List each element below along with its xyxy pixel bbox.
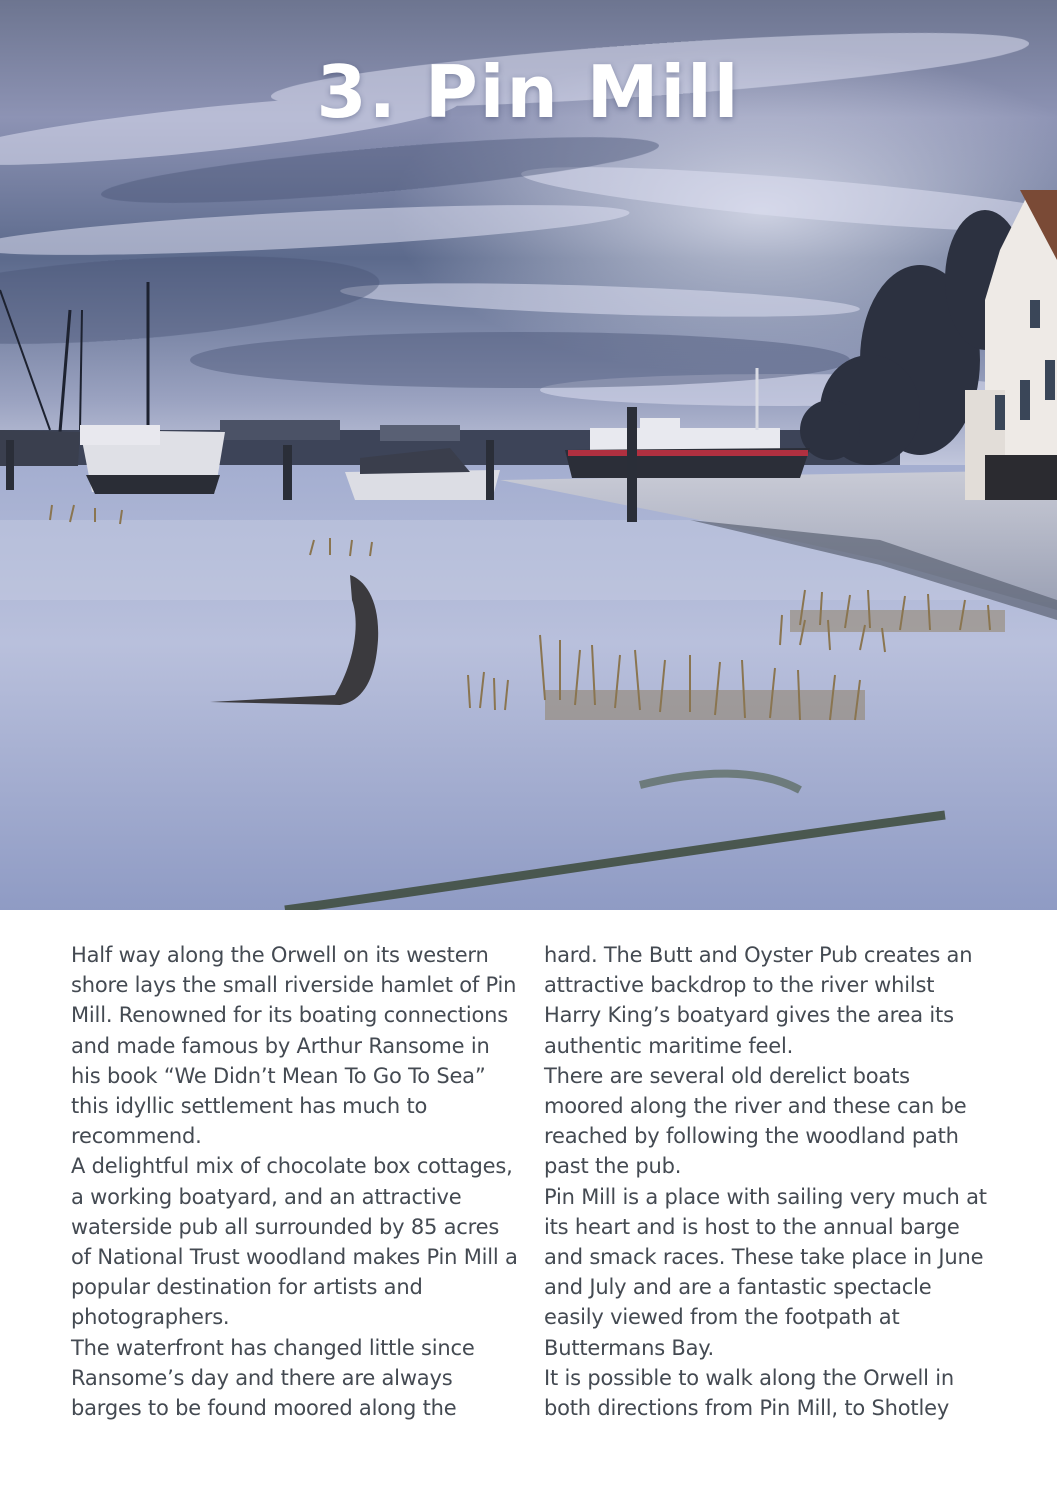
text-column-left [71,940,521,1423]
paragraph: A delightful mix of chocolate box cottages, a working boatyard, and an attractive waterside pub all surrounded by 85 acres of National Trust woodland makes Pin Mill a popular destination for artists and photographers. [71,1154,518,1330]
page-title: 3. Pin Mill [316,50,741,134]
paragraph: There are several old derelict boats moored along the river and these can be reached by following the woodland path past the pub. [544,1063,967,1179]
text-column-right [544,940,994,1423]
paragraph: It is possible to walk along the Orwell in both directions from Pin Mill, to Shotley [544,1365,955,1421]
paragraph: Pin Mill is a place with sailing very much at its heart and is host to the annual barge and smack races. These take place in June and July and are a fantastic spectacle easily viewed from the footpath at Buttermans Bay. [544,1184,987,1360]
paragraph: hard. The Butt and Oyster Pub creates an attractive backdrop to the river whilst Harry King’s boatyard gives the area its authentic maritime feel. [544,943,973,1058]
paragraph: Half way along the Orwell on its western shore lays the small riverside hamlet of Pin Mill. Renowned for its boating connections and made famous by Arthur Ransome in his book “We Didn’t Mean To Go To Sea” this idyllic settlement has much to recommend. [71,943,517,1149]
paragraph: The waterfront has changed little since Ransome’s day and there are always barges to be found moored along the [71,1335,475,1421]
